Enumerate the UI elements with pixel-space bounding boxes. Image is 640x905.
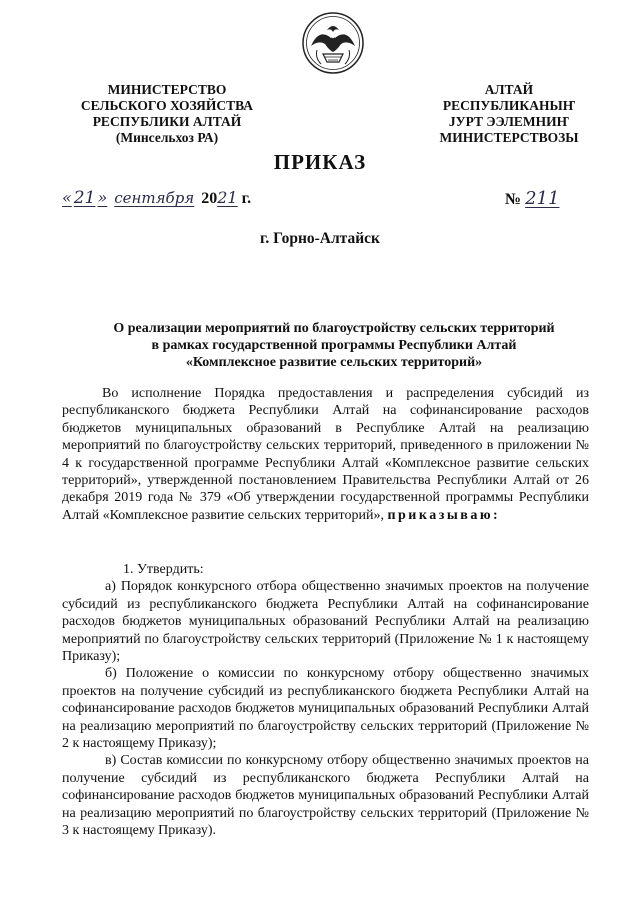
item-1b: б) Положение о комиссии по конкурсному отбору общественно значимых проектов на получение субсидий из республиканского бюджета Республики Алтай на софинансирование расходов бюджетов муниципальных образований Республики Алтай на реализацию мероприятий по благоустройству сельских территорий (Приложение № 2 к настоящему Приказу); xyxy=(62,666,589,752)
document-type-title: ПРИКАЗ xyxy=(273,150,367,174)
order-number xyxy=(505,188,569,209)
city-name: г. Горно-Алтайск xyxy=(260,230,380,247)
ministry-name-russian xyxy=(62,82,272,146)
coat-of-arms-icon xyxy=(301,10,365,76)
date-month-handwritten: сентября xyxy=(114,189,195,207)
number-value-handwritten: 211 xyxy=(525,188,560,209)
ministry-ru-line: СЕЛЬСКОГО ХОЗЯЙСТВА xyxy=(80,98,254,113)
date-year-prefix: 20 xyxy=(201,190,218,207)
title-line: в рамках государственной программы Республики Алтай xyxy=(151,338,517,353)
ministry-ru-line: РЕСПУБЛИКИ АЛТАЙ xyxy=(92,114,242,129)
intro-text: Во исполнение Порядка предоставления и распределения субсидий из республиканского бюджета Республики Алтай на софинансирование расходов бюджетов муниципальных образований в Республике Алтай на реализацию мероприятий по благоустройству сельских территорий, приведенного в приложении № 4 к государственной программе Республики Алтай «Комплексное развитие сельских территорий», утвержденной постановлением Правительства Республики Алтай от 26 декабря 2019 года № 379 «Об утверждении государственной программы Республики Алтай «Комплексное развитие сельских территорий», xyxy=(62,386,589,523)
item-1: 1. Утвердить: xyxy=(123,562,204,577)
date-year-handwritten: 21 xyxy=(217,188,238,207)
ministry-name-altai xyxy=(404,82,614,146)
ministry-alt-line: АЛТАЙ xyxy=(484,82,534,97)
date-open-quote: « xyxy=(62,188,72,207)
order-title xyxy=(64,320,604,371)
ministry-alt-line: ЈУРТ ЭЭЛЕМНИҤ xyxy=(448,114,570,129)
number-label: № xyxy=(505,191,522,208)
title-line: О реализации мероприятий по благоустройству сельских территорий xyxy=(113,321,555,336)
order-date xyxy=(62,188,251,208)
title-line: «Комплексное развитие сельских территорий» xyxy=(185,355,483,370)
item-1a: а) Порядок конкурсного отбора общественно значимых проектов на получение субсидий из республиканского бюджета Республики Алтай на софинансирование расходов бюджетов муниципальных образований Республики Алтай на реализацию мероприятий по благоустройству сельских территорий (Приложение № 1 к настоящему Приказу); xyxy=(62,579,589,665)
ministry-ru-line: МИНИСТЕРСТВО xyxy=(107,82,227,97)
item-1c: в) Состав комиссии по конкурсному отбору общественно значимых проектов на получение субсидий из республиканского бюджета Республики Алтай на софинансирование расходов бюджетов муниципальных образований Республики Алтай на реализацию мероприятий по благоустройству сельских территорий (Приложение № 3 к настоящему Приказу). xyxy=(62,753,589,839)
ministry-ru-abbrev: (Минсельхоз РА) xyxy=(115,130,219,145)
intro-paragraph xyxy=(62,385,589,524)
ministry-alt-line: РЕСПУБЛИКАНЫҤ xyxy=(442,98,576,113)
order-word: приказываю: xyxy=(387,507,501,523)
date-day-handwritten: 21 xyxy=(73,188,96,208)
order-items xyxy=(62,561,589,840)
date-close-quote: » xyxy=(97,188,108,207)
ministry-alt-line: МИНИСТЕРСТВОЗЫ xyxy=(439,130,579,145)
date-year-label: г. xyxy=(241,190,252,207)
